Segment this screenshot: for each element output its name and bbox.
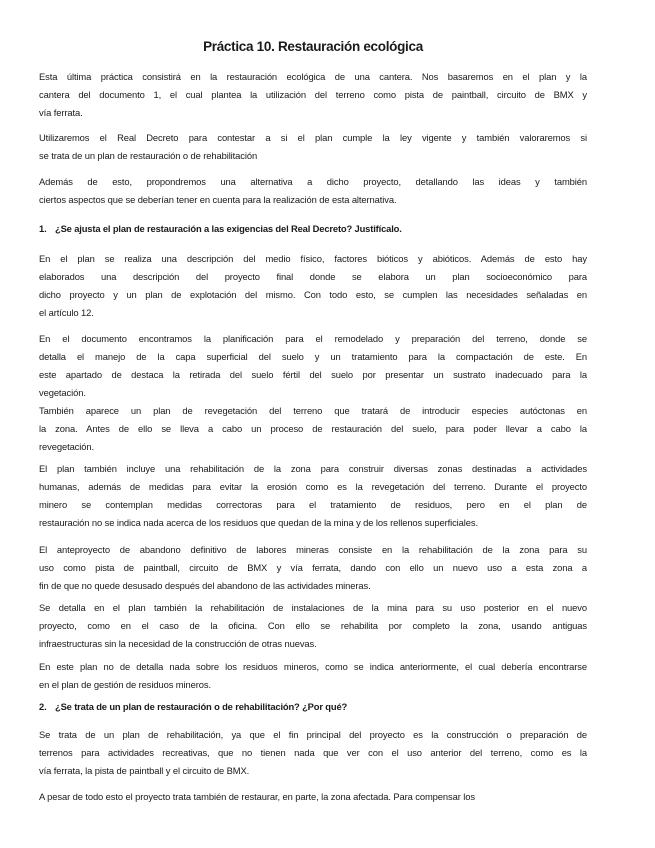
text-line: proyecto, como en el caso de la oficina. Con ello se rehabilita por completo la zona, usando antiguas <box>39 620 587 631</box>
section-heading-text: ¿Se ajusta el plan de restauración a las exigencias del Real Decreto? Justifícalo. <box>55 223 402 234</box>
text-line: En el documento encontramos la planificación para el remodelado y preparación del terreno, donde se <box>39 333 587 344</box>
text-line: elaborados una descripción del proyecto final donde se elabora un plan socioeconómico para <box>39 271 587 282</box>
text-line: Esta última práctica consistirá en la restauración ecológica de una cantera. Nos basaremos en el plan y la <box>39 71 587 82</box>
text-line: Se detalla en el plan también la rehabilitación de instalaciones de la mina para su uso posterior en el nuevo <box>39 602 587 613</box>
text-line: También aparece un plan de revegetación del terreno que tratará de introducir especies autóctonas en <box>39 405 587 416</box>
page-title: Práctica 10. Restauración ecológica <box>203 39 423 54</box>
text-line: ciertos aspectos que se deberían tener en cuenta para la realización de esta alternativa. <box>39 194 397 205</box>
text-line: dicho proyecto y un plan de explotación del mismo. Con todo esto, se cumplen las necesidades señaladas en <box>39 289 587 300</box>
text-line: cantera del documento 1, el cual plantea la utilización del terreno como pista de paintball, circuito de BMX y <box>39 89 587 100</box>
text-line: vía ferrata, la pista de paintball y el circuito de BMX. <box>39 765 250 776</box>
text-line: Utilizaremos el Real Decreto para contestar a si el plan cumple la ley vigente y también valoraremos si <box>39 132 587 143</box>
text-line: El plan también incluye una rehabilitación de la zona para construir diversas zonas destinadas a actividades <box>39 463 587 474</box>
paragraph <box>39 173 587 209</box>
text-line: infraestructuras sin la necesidad de la construcción de otras nuevas. <box>39 638 317 649</box>
paragraph <box>39 68 587 122</box>
paragraph <box>39 402 587 456</box>
text-line: este apartado de destaca la retirada del suelo fértil del suelo por presentar un sustrato inadecuado para la <box>39 369 587 380</box>
text-line: Se trata de un plan de rehabilitación, ya que el fin principal del proyecto es la construcción o preparación de <box>39 729 587 740</box>
paragraph <box>39 726 587 780</box>
text-line: vegetación. <box>39 387 86 398</box>
paragraph <box>39 129 587 165</box>
text-line: A pesar de todo esto el proyecto trata también de restaurar, en parte, la zona afectada. Para compensar los <box>39 791 475 802</box>
text-line: Además de esto, propondremos una alternativa a dicho proyecto, detallando las ideas y también <box>39 176 587 187</box>
text-line: El anteproyecto de abandono definitivo de labores mineras consiste en la rehabilitación de la zona para su <box>39 544 587 555</box>
section-number: 2. <box>39 701 47 712</box>
text-line: la zona. Antes de ello se lleva a cabo un proceso de restauración del suelo, para poder llevar a cabo la <box>39 423 587 434</box>
text-line: En este plan no de detalla nada sobre los residuos mineros, como se indica anteriormente, el cual debería encontrarse <box>39 661 587 672</box>
section-heading-2 <box>39 698 347 716</box>
paragraph <box>39 658 587 694</box>
text-line: en el plan de gestión de residuos mineros. <box>39 679 211 690</box>
section-heading-1 <box>39 220 402 238</box>
text-line: se trata de un plan de restauración o de rehabilitación <box>39 150 258 161</box>
paragraph <box>39 250 587 322</box>
paragraph <box>39 460 587 532</box>
text-line: el artículo 12. <box>39 307 94 318</box>
paragraph <box>39 599 587 653</box>
text-line: En el plan se realiza una descripción del medio físico, factores bióticos y abióticos. Además de esto hay <box>39 253 587 264</box>
paragraph <box>39 788 587 806</box>
section-number: 1. <box>39 223 47 234</box>
text-line: fin de que no quede desusado después del abandono de las actividades mineras. <box>39 580 371 591</box>
text-line: vía ferrata. <box>39 107 83 118</box>
text-line: detalla el manejo de la capa superficial del suelo y un tratamiento para la compactación de este. En <box>39 351 587 362</box>
paragraph <box>39 541 587 595</box>
text-line: minero se contemplan medidas correctoras para el tratamiento de residuos, pero en el plan de <box>39 499 587 510</box>
text-line: revegetación. <box>39 441 94 452</box>
text-line: terrenos para actividades recreativas, que no tienen nada que ver con el uso anterior del terreno, como es la <box>39 747 587 758</box>
text-line: restauración no se indica nada acerca de los residuos que quedan de la mina y de los rellenos superficiales. <box>39 517 478 528</box>
text-line: humanas, además de medidas para evitar la erosión como es la revegetación del terreno. Durante el proyecto <box>39 481 587 492</box>
paragraph <box>39 330 587 402</box>
text-line: uso como pista de paintball, circuito de BMX y vía ferrata, dando con ello un nuevo uso a esta zona a <box>39 562 587 573</box>
section-heading-text: ¿Se trata de un plan de restauración o de rehabilitación? ¿Por qué? <box>55 701 348 712</box>
